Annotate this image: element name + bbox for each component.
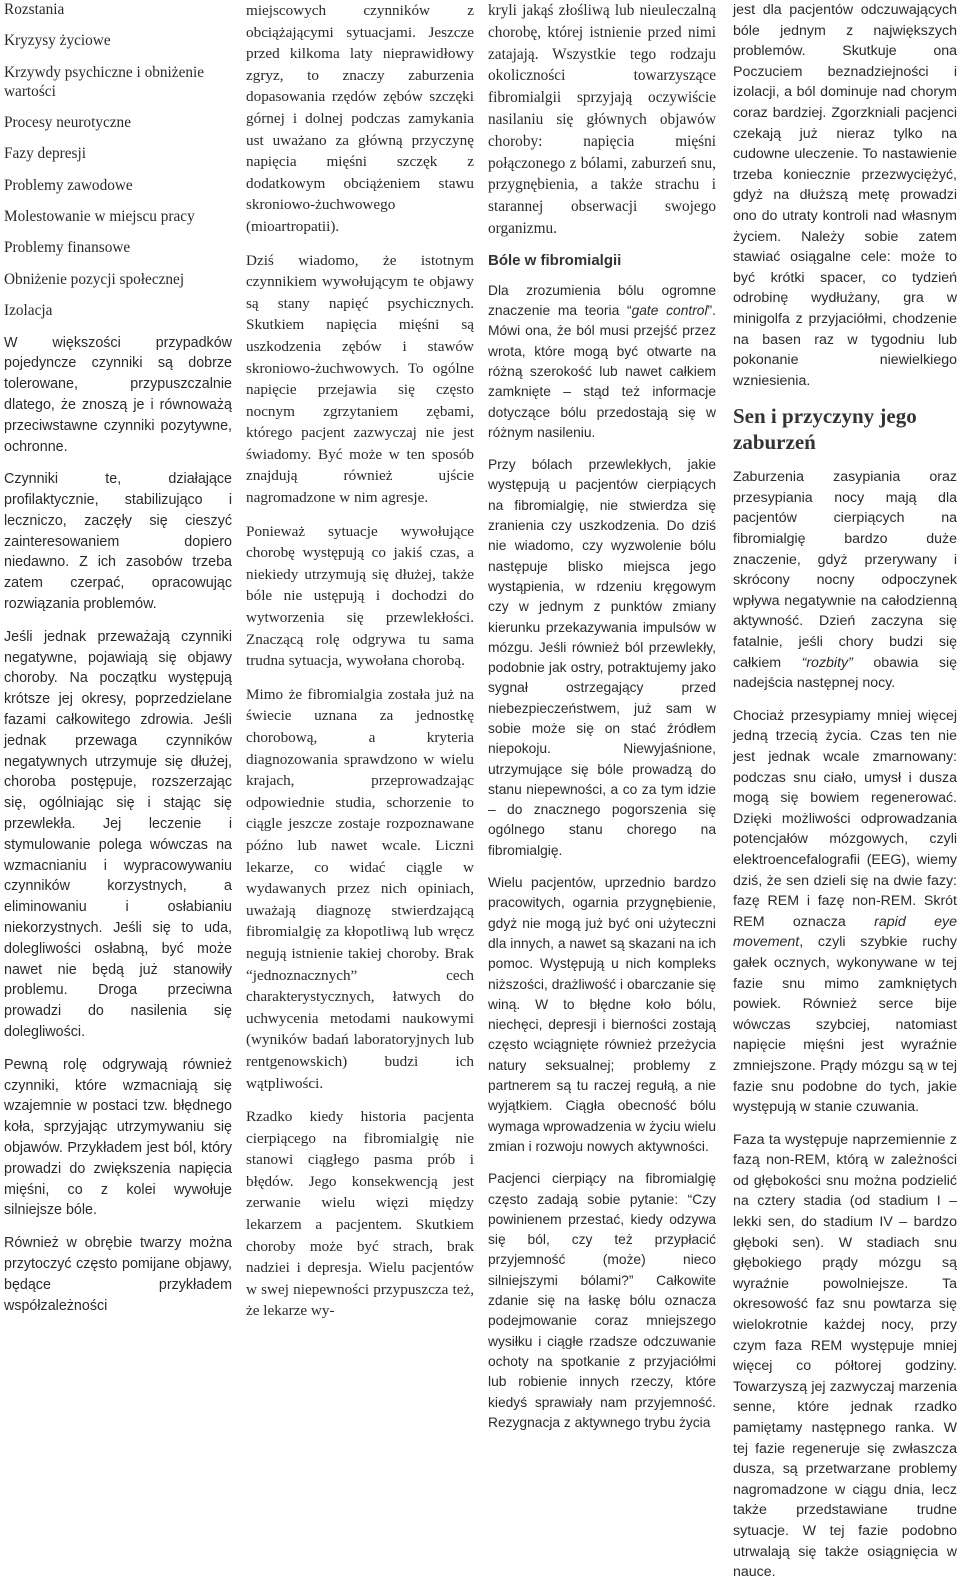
paragraph: Dla zrozumienia bólu ogromne znaczenie ma teoria “gate control”. Mówi ona, że ból musi przejść przez wrota, które mogą być otwarte na różną szerokość lub nawet całkiem zamknięte – stąd też informacje dotyczące bólu przedostają się w różnym nasileniu. <box>488 282 716 440</box>
stress-factors-list <box>4 0 232 333</box>
paragraph: Dziś wiadomo, że istotnym czynnikiem wywołującym te objawy są stany napięć psychicznych. Skutkiem napięcia mięśni są uszkodzenia zębów i stawów skroniowo-żuchwowych. To ogólne napięcie przejawia się często nocnym zgrzytaniem zębami, którego pacjent zazwyczaj nie jest świadomy. Być może w ten sposób znajdują również ujście nagromadzone w nim agresje. <box>246 251 474 507</box>
paragraph: Jeśli jednak przeważają czynniki negatywne, pojawiają się objawy choroby. Na początku występują krótsze jej okresy, poprzedzielane fazami całkowitego zdrowia. Jeśli jednak przewaga czynników negatywnych utrzymuje się dłużej, choroba postępuje, rozszerzając się, ogólniając się i stając się przewlekła. Jej leczenie i stymulowanie polega wówczas na wzmacnianiu i wypracowywaniu czynników korzystnych, a eliminowaniu i osłabianiu niekorzystnych. Jeśli się to uda, dolegliwości osłabną, być może nawet nie będą już stanowiły problemu. Droga przeciwna prowadzi do nasilenia się dolegliwości. <box>4 628 232 1041</box>
paragraph: Wielu pacjentów, uprzednio bardzo pracowitych, ogarnia przygnębienie, gdyż nie mogą już być oni użyteczni dla innych, a nawet są skazani na ich pomoc. Występują u nich kompleks niższości, drażliwość i obarczanie się winą. W to błędne koło bólu, niechęci, depresji i bierności zostają często wciągnięte również przeżycia natury seksualnej; problemy z partnerem są tu raczej regułą, a nie wyjątkiem. Ciągła obecność bólu wymaga wprowadzenia w życiu wielu zmian i rozwoju nowych aktywności. <box>488 875 716 1154</box>
paragraph: Faza ta występuje naprzemiennie z fazą non-REM, którą w zależności od głębokości snu można podzielić na cztery stadia (od stadium I – lekki sen, do stadium IV – bardzo głęboki sen). W stadiach snu głębokiego prądy mózgu są wyraźnie powolniejsze. Ta okresowość faz snu powtarza się wielokrotnie każdej nocy, przy czym faza REM występuje mniej więcej co półtorej godziny. Towarzyszą jej zazwyczaj marzenia senne, które jednak rzadko pamiętamy następnego ranka. W tej fazie regeneruje się zwłaszcza dusza, są przetwarzane problemy nagromadzone w ciągu dnia, lecz także przedstawiane trudne sytuacje. W tej fazie podobno utrwalają się także osiągnięcia w nauce. <box>733 1131 957 1581</box>
paragraph: miejscowych czynników z obciążającymi sytuacjami. Jeszcze przed kilkoma laty nieprawidłowy zgryz, to znaczy zaburzenia dopasowania rzędów zębów szczęki górnej i dolnej podczas zamykania ust uważano za główną przyczynę napięcia mięśni szczęk z dodatkowym obciążeniem stawu skroniowo-żuchwowego (mioartropatii). <box>246 2 474 235</box>
list-item: Kryzysy życiowe <box>4 32 111 50</box>
column-3 <box>488 0 716 1430</box>
list-item: Obniżenie pozycji społecznej <box>4 270 185 288</box>
paragraph: Mimo że fibromialgia została już na świecie uznana za jednostkę chorobową, a kryteria diagnozowania sprawdzono w wielu krajach, przeprowadzając odpowiednie studia, schorzenie to ciągle jeszcze zostaje rozpoznawane późno lub nawet wcale. Liczni lekarze, co widać ciągle w wydawanych przez nich opiniach, uważają diagnozę stwierdzającą fibromialgię za kłopotliwą lub wręcz negują istnienie takiej choroby. Brak “jednoznacznych” cech charakterystycznych, łatwych do uchwycenia metodami naukowymi (wyników badań laboratoryjnych lub rentgenowskich) budzi ich wątpliwości. <box>246 685 474 1092</box>
list-item: Fazy depresji <box>4 145 86 163</box>
paragraph: jest dla pacjentów odczuwających bóle jednym z największych problemów. Skutkuje ona Poczuciem beznadziejności i izolacji, a ból dominuje nad chorym coraz bardziej. Zgorzkniali pacjenci czekają już nieraz tylko na cudowne uleczenie. To nastawienie trzeba koniecznie przezwyciężyć, gdyż na dłuższą metę prowadzi ono do utraty kontroli nad własnym życiem. Należy sobie zatem stawiać osiągalne cele: może to być krótki spacer, co tydzień odrobinę wydłużany, gra w minigolfa z przyjaciółmi, chodzenie na basen raz w tygodniu lub pokonanie niewielkiego wzniesienia. <box>733 2 957 389</box>
paragraph: W większości przypadków pojedyncze czynniki są dobrze tolerowane, przypuszczalnie dlatego, że znoszą je i równoważą przeciwstawne czynniki pozytywne, ochronne. <box>4 334 232 455</box>
paragraph: Ponieważ sytuacje wywołujące chorobę występują co jakiś czas, a niekiedy utrzymują się dłużej, także bóle nie ustępują i dochodzi do wytworzenia się przewlekłości. Znaczącą rolę odgrywa tu sama trudna sytuacja, wywołana chorobą. <box>246 522 474 670</box>
paragraph: Również w obrębie twarzy można przytoczyć często pomijane objawy, będące przykładem współzależności <box>4 1235 232 1314</box>
section-heading: Sen i przyczyny jego zaburzeń <box>733 404 917 455</box>
paragraph: Przy bólach przewlekłych, jakie występują u pacjentów cierpiących na fibromialgię, nie stwierdza się zranienia czy uszkodzenia. Do dziś nie wiadomo, czy wyzwolenie bólu następuje blisko miejsca jego wystąpienia, w rdzeniu kręgowym czy w jednym z punktów zmiany kierunku przekazywania impulsów w mózgu. Jeśli również ból przewlekły, podobnie jak ostry, potraktujemy jako sygnał ostrzegający przed niebezpieczeństwem, już sam w sobie może się on stać źródłem niepokoju. Niewyjaśnione, utrzymujące się bóle prowadzą do stanu niepewności, a co za tym idzie – do znacznego pogorszenia się ogólnego stanu chorego na fibromialgię. <box>488 457 716 858</box>
paragraph: Zaburzenia zasypiania oraz przesypiania nocy mają dla pacjentów cierpiących na fibromialgię bardzo duże znaczenie, gdyż przerywany i skrócony nocny odpoczynek wpływa negatywnie na całodzienną aktywność. Dzień zaczyna się fatalnie, jeśli chory budzi się całkiem “rozbity” obawia się nadejścia następnej nocy. <box>733 469 957 692</box>
paragraph: kryli jakąś złośliwą lub nieuleczalną chorobę, której istnienie przed nimi zatajają. Wszystkie tego rodzaju okoliczności towarzyszące fibromialgii sprzyjają oczywiście nasilaniu się głównych objawów choroby: napięcia mięśni połączonego z bólami, zaburzeń snu, przygnębienia, a także strachu i starannej obserwacji swojego organizmu. <box>488 2 716 237</box>
list-item: Procesy neurotyczne <box>4 113 131 131</box>
list-item: Problemy finansowe <box>4 239 131 257</box>
paragraph: Pewną rolę odgrywają również czynniki, które wzmacniają się wzajemnie w postaci tzw. błędnego koła, sprzyjając utrzymywaniu się objawów. Przykładem jest ból, który prowadzi do zwiększenia napięcia mięśni, co z kolei wywołuje silniejsze bóle. <box>4 1056 232 1219</box>
list-item: Izolacja <box>4 302 53 320</box>
paragraph: Czynniki te, działające profilaktycznie, stabilizująco i leczniczo, zaczęły się cieszyć zainteresowaniem dopiero niedawno. Z ich zasobów trzeba zatem czerpać, opracowując rozwiązania problemów. <box>4 471 232 613</box>
list-item: Molestowanie w miejscu pracy <box>4 207 195 225</box>
column-1 <box>4 0 232 1382</box>
column-4 <box>733 0 957 1581</box>
list-item: Rozstania <box>4 1 65 18</box>
list-item: Problemy zawodowe <box>4 176 133 194</box>
list-item: Krzywdy psychiczne i obniżenie wartości <box>4 63 205 100</box>
paragraph: Chociaż przesypiamy mniej więcej jedną trzecią życia. Czas ten nie jest jednak wcale zmarnowany: podczas snu ciało, umysł i dusza mogą się bowiem regenerować. Dzięki możliwości odprowadzania potencjałów mózgowych, czyli elektroencefalografii (EEG), wiemy dziś, że sen dzieli się na dwie fazy: fazę REM i fazę non-REM. Skrót REM oznacza rapid eye movement, czyli szybkie ruchy gałek ocznych, wykonywane w tej fazie snu mimo zamkniętych powiek. Również serce bije wówczas szybciej, natomiast napięcie mięśni jest wyraźnie zmniejszone. Prądy mózgu są w tej fazie snu podobne do tych, jakie występują w stanie czuwania. <box>733 707 957 1116</box>
section-heading: Bóle w fibromialgii <box>488 251 622 269</box>
paragraph: Pacjenci cierpiący na fibromialgię często zadają sobie pytanie: “Czy powinienem przestać, kiedy odzywa się ból, czy też przypłacić przyjemność (może) nieco silniejszymi bólami?” Całkowite zdanie się na łaskę bólu oznacza podejmowanie coraz mniejszego wysiłku i ciągłe rzadsze odczuwanie ochoty na spotkanie z przyjaciółmi lub robienie innych rzeczy, które kiedyś sprawiały nam przyjemność. Rezygnacja z aktywnego trybu życia <box>488 1171 716 1430</box>
paragraph: Rzadko kiedy historia pacjenta cierpiącego na fibromialgię nie stanowi ciągłego pasma prób i błędów. Jego konsekwencją jest zerwanie wielu więzi między lekarzem a pacjentem. Skutkiem choroby może być strach, brak nadziei i depresja. Wielu pacjentów w swej niepewności przypuszcza też, że lekarze wy- <box>246 1108 474 1320</box>
column-2 <box>246 0 474 1382</box>
